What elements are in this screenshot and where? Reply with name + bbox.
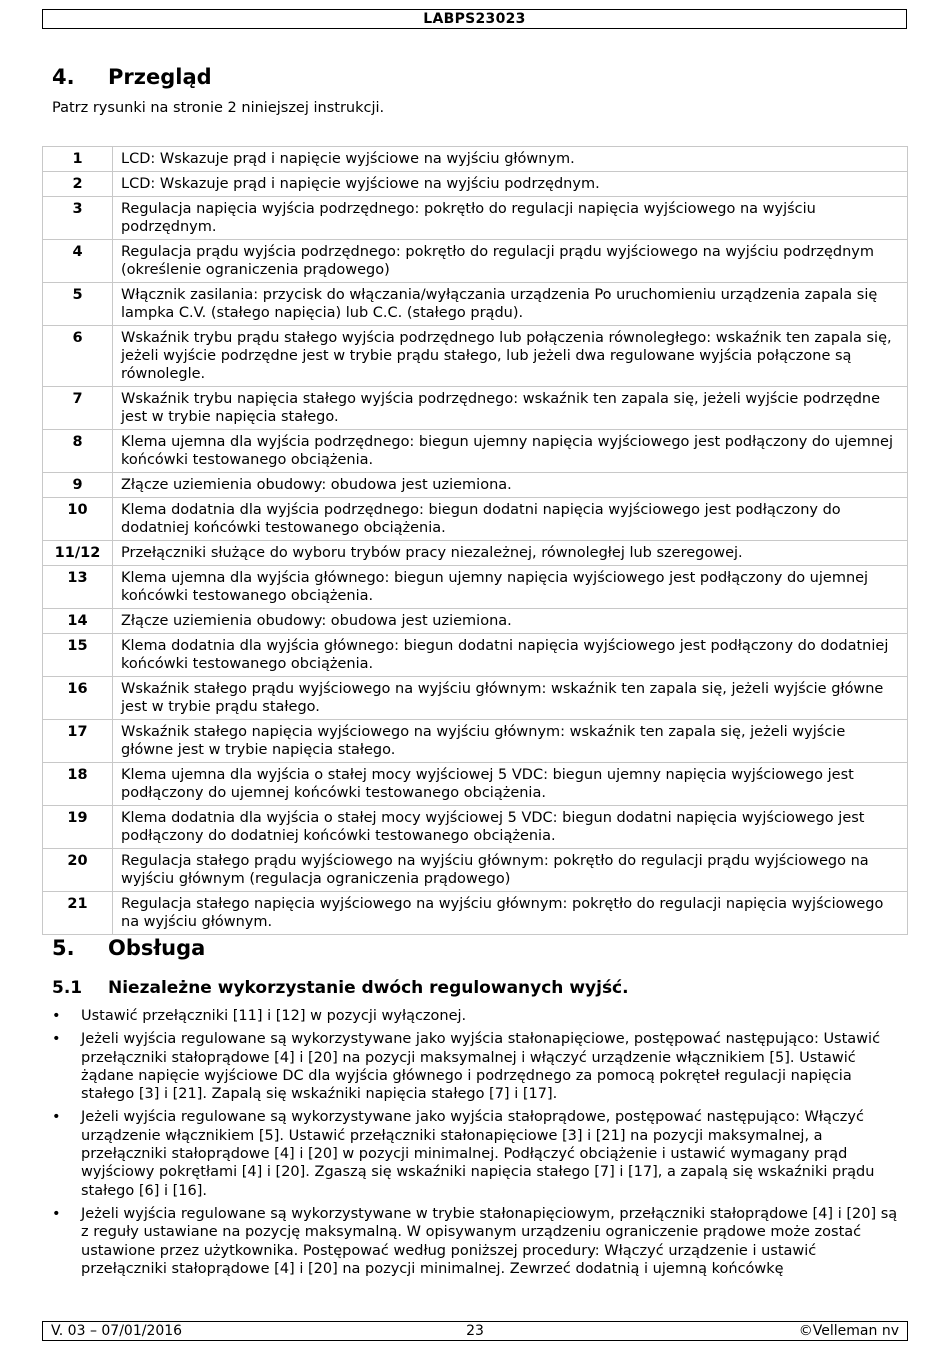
item-description: Klema ujemna dla wyjścia podrzędnego: biegun ujemny napięcia wyjściowego jest podłączony do ujemnej końcówki testowanego obciążenia. — [113, 430, 908, 473]
overview-table-body — [43, 147, 908, 935]
item-description: Regulacja stałego prądu wyjściowego na wyjściu głównym: pokrętło do regulacji prądu wyjściowego na wyjściu głównym (regulacja ograniczenia prądowego) — [113, 849, 908, 892]
item-description: Przełączniki służące do wyboru trybów pracy niezależnej, równoległej lub szeregowej. — [113, 541, 908, 566]
item-description: Złącze uziemienia obudowy: obudowa jest uziemiona. — [113, 473, 908, 498]
item-number: 6 — [43, 326, 113, 387]
section-4-number: 4. — [52, 65, 75, 89]
item-number: 8 — [43, 430, 113, 473]
bullet-icon: • — [52, 1109, 61, 1126]
footer-version: V. 03 – 07/01/2016 — [51, 1323, 183, 1339]
table-row — [43, 541, 908, 566]
section-5-heading — [52, 936, 205, 960]
table-row — [43, 473, 908, 498]
item-number: 14 — [43, 609, 113, 634]
list-item — [52, 1007, 902, 1025]
table-row — [43, 283, 908, 326]
bullet-icon: • — [52, 1205, 61, 1222]
table-row — [43, 197, 908, 240]
table-row — [43, 498, 908, 541]
page-footer — [42, 1321, 908, 1341]
section-5-number: 5. — [52, 936, 75, 960]
section-4-intro: Patrz rysunki na stronie 2 niniejszej instrukcji. — [52, 100, 385, 116]
item-description: Regulacja prądu wyjścia podrzędnego: pokrętło do regulacji prądu wyjściowego na wyjściu podrzędnym (określenie ograniczenia prądowego) — [113, 240, 908, 283]
table-row — [43, 609, 908, 634]
item-description: LCD: Wskazuje prąd i napięcie wyjściowe na wyjściu głównym. — [113, 147, 908, 172]
item-description: Wskaźnik stałego prądu wyjściowego na wyjściu głównym: wskaźnik ten zapala się, jeżeli wyjście główne jest w trybie prądu stałego. — [113, 677, 908, 720]
item-number: 17 — [43, 720, 113, 763]
table-row — [43, 147, 908, 172]
list-item-text: Jeżeli wyjścia regulowane są wykorzystywane jako wyjścia stałoprądowe, postępować następująco: Włączyć urządzenie włącznikiem [5]. Ustawić przełączniki stałonapięciowe [3] i [21] na pozycji maksymalnej, a przełączniki stałoprądowe [4] i [20] w pozycji minimalnej. Podłączyć obciążenie i ustawić wymagany prąd wyjściowy pokrętłami [4] i [20]. Zgaszą się wskaźniki napięcia stałego [7] i [17], a zapalą się wskaźniki prądu stałego [6] i [16]. — [81, 1109, 875, 1199]
item-number: 3 — [43, 197, 113, 240]
item-description: Wskaźnik stałego napięcia wyjściowego na wyjściu głównym: wskaźnik ten zapala się, jeżeli wyjście główne jest w trybie napięcia stałego. — [113, 720, 908, 763]
item-number: 9 — [43, 473, 113, 498]
table-row — [43, 806, 908, 849]
table-row — [43, 566, 908, 609]
section-4-heading — [52, 65, 212, 89]
list-item — [52, 1108, 902, 1199]
table-row — [43, 240, 908, 283]
item-number: 2 — [43, 172, 113, 197]
item-number: 11/12 — [43, 541, 113, 566]
list-item-text: Jeżeli wyjścia regulowane są wykorzystywane jako wyjścia stałonapięciowe, postępować następująco: Ustawić przełączniki stałoprądowe [4] i [20] na pozycji maksymalnej i włączyć urządzenie włącznikiem [5]. Ustawić żądane napięcie wyjściowe DC dla wyjścia głównego i podrzędnego za pomocą pokręteł regulacji napięcia stałego [3] i [21]. Zapalą się wskaźniki napięcia stałego [7] i [17]. — [81, 1031, 881, 1103]
item-description: Klema dodatnia dla wyjścia głównego: biegun dodatni napięcia wyjściowego jest podłączony do dodatniej końcówki testowanego obciążenia. — [113, 634, 908, 677]
document-code: LABPS23023 — [423, 11, 526, 27]
item-description: Klema ujemna dla wyjścia głównego: biegun ujemny napięcia wyjściowego jest podłączony do ujemnej końcówki testowanego obciążenia. — [113, 566, 908, 609]
table-row — [43, 326, 908, 387]
item-description: Wskaźnik trybu prądu stałego wyjścia podrzędnego lub połączenia równoległego: wskaźnik ten zapala się, jeżeli wyjście podrzędne jest w trybie prądu stałego, lub jeżeli dwa regulowane wyjścia połączone są równolegle. — [113, 326, 908, 387]
item-number: 21 — [43, 892, 113, 935]
item-description: Klema dodatnia dla wyjścia podrzędnego: biegun dodatni napięcia wyjściowego jest podłączony do dodatniej końcówki testowanego obciążenia. — [113, 498, 908, 541]
item-number: 18 — [43, 763, 113, 806]
section-5-title: Obsługa — [108, 936, 206, 960]
item-description: Włącznik zasilania: przycisk do włączania/wyłączania urządzenia Po uruchomieniu urządzenia zapala się lampka C.V. (stałego napięcia) lub C.C. (stałego prądu). — [113, 283, 908, 326]
list-item — [52, 1030, 902, 1103]
item-number: 19 — [43, 806, 113, 849]
section-5-1-heading — [52, 978, 629, 998]
list-item-text: Jeżeli wyjścia regulowane są wykorzystywane w trybie stałonapięciowym, przełączniki stałoprądowe [4] i [20] są z reguły ustawiane na pozycję maksymalną. W opisywanym urządzeniu ograniczenie prądowe może zostać ustawione przez użytkownika. Postępować według poniższej procedury: Włączyć urządzenie i ustawić przełączniki stałoprądowe [4] i [20] na pozycji minimalnej. Zewrzeć dodatnią i ujemną końcówkę — [81, 1205, 898, 1277]
table-row — [43, 763, 908, 806]
item-number: 4 — [43, 240, 113, 283]
instruction-list — [52, 1007, 902, 1283]
bullet-icon: • — [52, 1008, 61, 1024]
item-number: 7 — [43, 387, 113, 430]
item-number: 16 — [43, 677, 113, 720]
item-description: LCD: Wskazuje prąd i napięcie wyjściowe na wyjściu podrzędnym. — [113, 172, 908, 197]
section-4-title: Przegląd — [108, 65, 212, 89]
table-row — [43, 677, 908, 720]
bullet-icon: • — [52, 1031, 61, 1048]
item-number: 13 — [43, 566, 113, 609]
item-description: Klema ujemna dla wyjścia o stałej mocy wyjściowej 5 VDC: biegun ujemny napięcia wyjściowego jest podłączony do ujemnej końcówki testowanego obciążenia. — [113, 763, 908, 806]
list-item-text: Ustawić przełączniki [11] i [12] w pozycji wyłączonej. — [81, 1008, 467, 1024]
table-row — [43, 720, 908, 763]
table-row — [43, 634, 908, 677]
item-number: 5 — [43, 283, 113, 326]
section-5-1-number: 5.1 — [52, 978, 83, 998]
table-row — [43, 430, 908, 473]
list-item — [52, 1205, 902, 1278]
item-description: Wskaźnik trybu napięcia stałego wyjścia podrzędnego: wskaźnik ten zapala się, jeżeli wyjście podrzędne jest w trybie napięcia stałego. — [113, 387, 908, 430]
item-number: 10 — [43, 498, 113, 541]
section-5-1-title: Niezależne wykorzystanie dwóch regulowanych wyjść. — [108, 978, 629, 998]
table-row — [43, 892, 908, 935]
page-header — [42, 9, 907, 29]
overview-table — [42, 146, 908, 935]
item-number: 1 — [43, 147, 113, 172]
table-row — [43, 849, 908, 892]
item-description: Regulacja stałego napięcia wyjściowego na wyjściu głównym: pokrętło do regulacji napięcia wyjściowego na wyjściu głównym. — [113, 892, 908, 935]
item-description: Klema dodatnia dla wyjścia o stałej mocy wyjściowej 5 VDC: biegun dodatni napięcia wyjściowego jest podłączony do dodatniej końcówki testowanego obciążenia. — [113, 806, 908, 849]
item-description: Regulacja napięcia wyjścia podrzędnego: pokrętło do regulacji napięcia wyjściowego na wyjściu podrzędnym. — [113, 197, 908, 240]
item-number: 20 — [43, 849, 113, 892]
footer-page-number: 23 — [466, 1323, 484, 1339]
item-description: Złącze uziemienia obudowy: obudowa jest uziemiona. — [113, 609, 908, 634]
footer-copyright: ©Velleman nv — [798, 1323, 899, 1339]
table-row — [43, 172, 908, 197]
item-number: 15 — [43, 634, 113, 677]
table-row — [43, 387, 908, 430]
